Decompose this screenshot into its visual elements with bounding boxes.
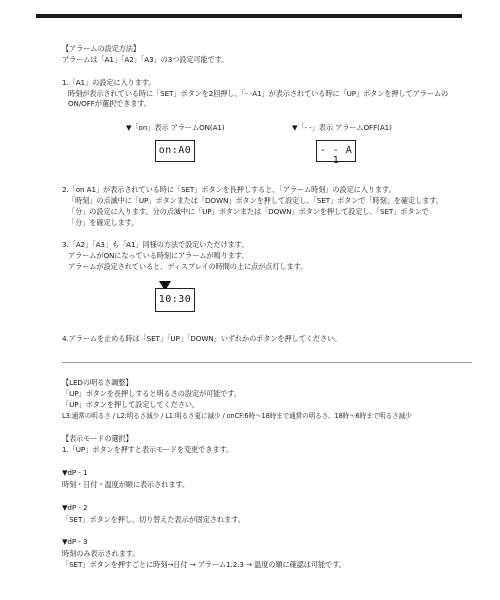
mode-heading: 【表示モードの選択】 xyxy=(62,434,133,443)
alarm-off-label: ▼「- -」表示 アラームOFF(A1) xyxy=(292,123,392,132)
mode-dp3-desc: 時刻のみ表示されます。 xyxy=(62,549,140,558)
alarm-off-display-text: - - A 1 xyxy=(319,145,353,166)
mode-intro: 1.「UP」ボタンを押すと表示モードを変更できます。 xyxy=(62,445,234,454)
mode-dp2-label: ▼dP - 2 xyxy=(62,503,88,512)
led-line1: 「UP」ボタンを長押しすると明るさの設定が可能です。 xyxy=(62,389,241,398)
mode-dp3-desc2: 「SET」ボタンを押すごとに時刻→日付 → アラーム1.2.3 → 温度の順に確認は可能です。 xyxy=(62,560,346,569)
step1-title: 1.「A1」の設定に入ります。 xyxy=(62,78,156,87)
section-divider xyxy=(62,362,472,363)
mode-dp1-desc: 時刻・日付・温度が順に表示されます。 xyxy=(62,480,190,489)
clock-display-text: 10:30 xyxy=(158,294,192,305)
step2-line2: 「時刻」の点滅中に「UP」ボタンまたは「DOWN」ボタンを押して設定し、「SET」ボタンで「時刻」を確定します。 xyxy=(68,196,443,205)
mode-dp1-label: ▼dP - 1 xyxy=(62,468,88,477)
led-line2: 「UP」ボタンを押して設定してください。 xyxy=(62,400,199,409)
alarm-off-display xyxy=(316,140,356,166)
step2-line3: 「分」の設定に入ります。分の点滅中に「UP」ボタンまたは「DOWN」ボタンを押して設定し、「SET」ボタンで xyxy=(68,207,429,216)
step3-line2: アラームがONになっている時刻にアラームが鳴ります。 xyxy=(68,251,249,260)
step1-line2: ON/OFFが選択できます。 xyxy=(68,99,151,108)
led-heading: 【LEDの明るさ調整】 xyxy=(62,378,133,387)
step3-line3: アラームが設定されていると、ディスプレイの時間の上に点が点灯します。 xyxy=(68,262,308,271)
mode-dp3-label: ▼dP - 3 xyxy=(62,537,88,546)
alarm-on-label: ▼「on」表示 アラームON(A1) xyxy=(126,123,225,132)
step1-line1: 時刻が表示されている時に「SET」ボタンを2回押し、「- -A1」が表示されている時に「UP」ボタンを押してアラームの xyxy=(68,89,449,98)
step3-line1: 3.「A2」「A3」も「A1」同様の方法で設定いただけます。 xyxy=(62,240,249,249)
alarm-on-display-text: on:A0 xyxy=(158,145,192,156)
step2-line1: 2.「on A1」が表示されている時に「SET」ボタンを長押しすると、「アラーム時刻」の設定に入ります。 xyxy=(62,185,396,194)
mode-dp2-desc: 「SET」ボタンを押し、切り替えた表示が固定されます。 xyxy=(62,515,245,524)
alarm-heading: 【アラームの設定方法】 xyxy=(62,44,140,53)
alarm-intro: アラームは「A1」「A2」「A3」の3つ設定可能です。 xyxy=(62,55,229,64)
led-line3: L3:通常の明るさ / L2:明るさ減少 / L1:明るさ更に減少 / onCF:6時～18時まで通常の明るさ、18時～6時まで明るさ減少 xyxy=(62,412,412,420)
alarm-on-display xyxy=(155,140,195,162)
step4: 4.アラームを止める時は「SET」「UP」「DOWN」いずれかのボタンを押してください。 xyxy=(62,334,342,343)
step2-line4: 「分」を確定します。 xyxy=(68,218,139,227)
top-rule xyxy=(36,14,462,18)
clock-display xyxy=(155,288,195,312)
